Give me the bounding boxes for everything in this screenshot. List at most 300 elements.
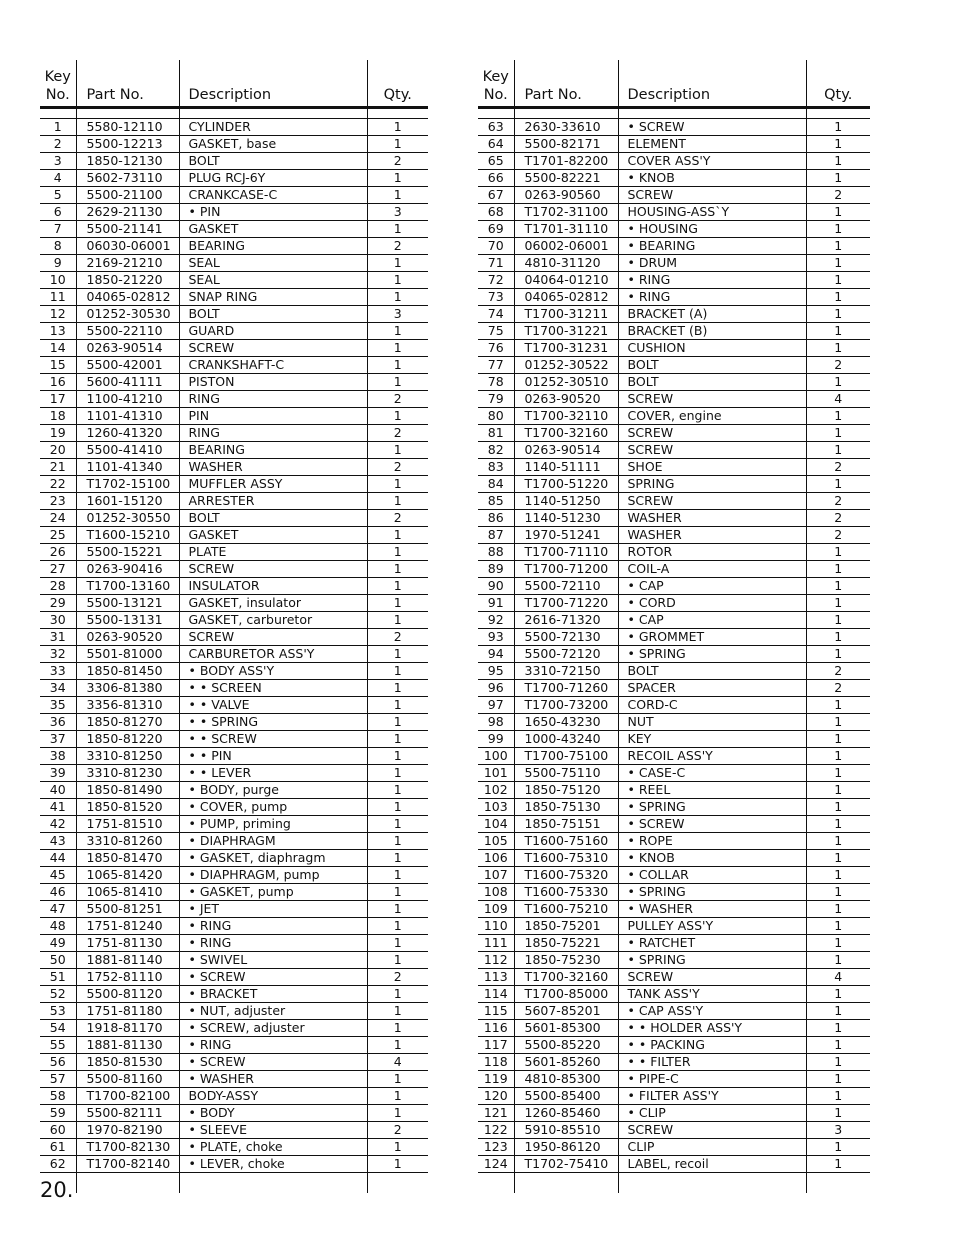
part-no: 2169-21210 (76, 255, 179, 272)
key-no: 39 (40, 765, 76, 782)
table-row (478, 238, 870, 255)
table-row (478, 153, 870, 170)
key-no: 63 (478, 119, 514, 136)
qty: 1 (806, 306, 870, 323)
part-no: 1850-75201 (514, 918, 618, 935)
description: SPACER (618, 680, 806, 697)
key-no: 33 (40, 663, 76, 680)
key-no: 105 (478, 833, 514, 850)
description: • ROPE (618, 833, 806, 850)
key-no: 97 (478, 697, 514, 714)
key-no: 34 (40, 680, 76, 697)
description: COVER ASS'Y (618, 153, 806, 170)
key-no: 59 (40, 1105, 76, 1122)
part-no: 3310-81260 (76, 833, 179, 850)
part-no: T1700-32160 (514, 425, 618, 442)
part-no: T1600-75330 (514, 884, 618, 901)
description: • LEVER, choke (179, 1156, 367, 1173)
part-no: 1751-81240 (76, 918, 179, 935)
part-no: T1700-32160 (514, 969, 618, 986)
description: SCREW (618, 425, 806, 442)
header-part: Part No. (514, 60, 618, 108)
description: SCREW (618, 969, 806, 986)
description: GASKET (179, 221, 367, 238)
description: • BRACKET (179, 986, 367, 1003)
header-qty: Qty. (367, 60, 428, 108)
key-no: 21 (40, 459, 76, 476)
description: HOUSING-ASS`Y (618, 204, 806, 221)
part-no: 3310-72150 (514, 663, 618, 680)
description: • FILTER ASS'Y (618, 1088, 806, 1105)
part-no: 1850-81470 (76, 850, 179, 867)
description: RECOIL ASS'Y (618, 748, 806, 765)
table-row (40, 1071, 428, 1088)
qty: 1 (806, 1139, 870, 1156)
key-no: 80 (478, 408, 514, 425)
qty: 2 (806, 459, 870, 476)
qty: 1 (806, 561, 870, 578)
key-no: 98 (478, 714, 514, 731)
key-no: 77 (478, 357, 514, 374)
qty: 1 (806, 374, 870, 391)
key-no: 93 (478, 629, 514, 646)
table-row (40, 340, 428, 357)
description: PULLEY ASS'Y (618, 918, 806, 935)
key-no: 35 (40, 697, 76, 714)
description: • • FILTER (618, 1054, 806, 1071)
key-no: 64 (478, 136, 514, 153)
qty: 1 (806, 867, 870, 884)
description: • RING (179, 1037, 367, 1054)
description: RING (179, 391, 367, 408)
description: CRANKCASE-C (179, 187, 367, 204)
qty: 2 (367, 510, 428, 527)
description: INSULATOR (179, 578, 367, 595)
key-no: 2 (40, 136, 76, 153)
qty: 1 (367, 1003, 428, 1020)
description: • SPRING (618, 884, 806, 901)
table-row (478, 493, 870, 510)
key-no: 16 (40, 374, 76, 391)
part-no: 1000-43240 (514, 731, 618, 748)
description: • CLIP (618, 1105, 806, 1122)
key-no: 4 (40, 170, 76, 187)
part-no: 5500-85220 (514, 1037, 618, 1054)
key-no: 48 (40, 918, 76, 935)
part-no: 1970-51241 (514, 527, 618, 544)
table-row (478, 612, 870, 629)
key-no: 32 (40, 646, 76, 663)
part-no: T1700-71260 (514, 680, 618, 697)
qty: 2 (367, 459, 428, 476)
key-no: 6 (40, 204, 76, 221)
part-no: 01252-30530 (76, 306, 179, 323)
part-no: 1601-15120 (76, 493, 179, 510)
qty: 1 (806, 238, 870, 255)
table-row (40, 204, 428, 221)
part-no: 1650-43230 (514, 714, 618, 731)
part-no: T1600-75310 (514, 850, 618, 867)
part-no: 5500-21141 (76, 221, 179, 238)
part-no: T1700-71110 (514, 544, 618, 561)
part-no: T1700-51220 (514, 476, 618, 493)
part-no: T1700-82140 (76, 1156, 179, 1173)
description: GASKET, insulator (179, 595, 367, 612)
part-no: 1850-75221 (514, 935, 618, 952)
key-no: 68 (478, 204, 514, 221)
part-no: 1850-75120 (514, 782, 618, 799)
description: • RATCHET (618, 935, 806, 952)
key-no: 81 (478, 425, 514, 442)
table-row (478, 561, 870, 578)
key-no: 117 (478, 1037, 514, 1054)
qty: 1 (367, 986, 428, 1003)
part-no: T1702-15100 (76, 476, 179, 493)
description: • RING (618, 289, 806, 306)
description: • CASE-C (618, 765, 806, 782)
table-row (478, 850, 870, 867)
table-row (40, 799, 428, 816)
qty: 1 (806, 1037, 870, 1054)
part-no: 5500-72130 (514, 629, 618, 646)
table-row (40, 1037, 428, 1054)
description: SCREW (618, 1122, 806, 1139)
part-no: 3306-81380 (76, 680, 179, 697)
description: • GROMMET (618, 629, 806, 646)
description: RING (179, 425, 367, 442)
table-header (40, 60, 428, 108)
key-no: 103 (478, 799, 514, 816)
key-no: 65 (478, 153, 514, 170)
qty: 1 (806, 136, 870, 153)
qty: 1 (806, 1105, 870, 1122)
key-no: 123 (478, 1139, 514, 1156)
description: BEARING (179, 238, 367, 255)
key-no: 18 (40, 408, 76, 425)
table-row (40, 442, 428, 459)
key-no: 62 (40, 1156, 76, 1173)
description: • RING (618, 272, 806, 289)
part-no: 1850-81490 (76, 782, 179, 799)
table-row (40, 323, 428, 340)
part-no: 5500-81120 (76, 986, 179, 1003)
qty: 1 (367, 1156, 428, 1173)
qty: 1 (806, 289, 870, 306)
description: • SCREW (179, 1054, 367, 1071)
key-no: 36 (40, 714, 76, 731)
part-no: 06002-06001 (514, 238, 618, 255)
description: • BODY (179, 1105, 367, 1122)
key-no: 115 (478, 1003, 514, 1020)
table-row (478, 1037, 870, 1054)
part-no: 1850-21220 (76, 272, 179, 289)
part-no: 1850-81520 (76, 799, 179, 816)
table-row (40, 884, 428, 901)
part-no: 1850-81270 (76, 714, 179, 731)
qty: 1 (367, 289, 428, 306)
part-no: T1700-13160 (76, 578, 179, 595)
qty: 4 (806, 391, 870, 408)
table-row (40, 221, 428, 238)
part-no: 1850-75151 (514, 816, 618, 833)
description: ELEMENT (618, 136, 806, 153)
description: SPRING (618, 476, 806, 493)
key-no: 70 (478, 238, 514, 255)
key-no: 69 (478, 221, 514, 238)
qty: 3 (367, 306, 428, 323)
description: • • LEVER (179, 765, 367, 782)
table-row (40, 986, 428, 1003)
part-no: T1600-15210 (76, 527, 179, 544)
key-no: 100 (478, 748, 514, 765)
header-key: Key No. (478, 60, 514, 108)
qty: 1 (806, 731, 870, 748)
key-no: 85 (478, 493, 514, 510)
table-row (478, 357, 870, 374)
part-no: 5500-13121 (76, 595, 179, 612)
part-no: 1918-81170 (76, 1020, 179, 1037)
key-no: 94 (478, 646, 514, 663)
table-row (478, 901, 870, 918)
part-no: 1850-12130 (76, 153, 179, 170)
part-no: 06030-06001 (76, 238, 179, 255)
table-row (40, 255, 428, 272)
table-row (478, 663, 870, 680)
qty: 1 (806, 442, 870, 459)
table-row (478, 374, 870, 391)
qty: 1 (806, 646, 870, 663)
key-no: 44 (40, 850, 76, 867)
key-no: 121 (478, 1105, 514, 1122)
key-no: 37 (40, 731, 76, 748)
qty: 1 (367, 595, 428, 612)
table-row (40, 170, 428, 187)
part-no: 1881-81130 (76, 1037, 179, 1054)
key-no: 14 (40, 340, 76, 357)
qty: 1 (367, 1071, 428, 1088)
key-no: 15 (40, 357, 76, 374)
qty: 2 (367, 629, 428, 646)
part-no: T1600-75160 (514, 833, 618, 850)
description: BRACKET (B) (618, 323, 806, 340)
qty: 1 (367, 1037, 428, 1054)
qty: 1 (367, 935, 428, 952)
qty: 2 (806, 187, 870, 204)
qty: 1 (367, 850, 428, 867)
part-no: 5602-73110 (76, 170, 179, 187)
description: CARBURETOR ASS'Y (179, 646, 367, 663)
key-no: 7 (40, 221, 76, 238)
part-no: 1850-81220 (76, 731, 179, 748)
description: SCREW (618, 442, 806, 459)
key-no: 67 (478, 187, 514, 204)
part-no: 5500-75110 (514, 765, 618, 782)
table-row (40, 1105, 428, 1122)
part-no: 5500-72110 (514, 578, 618, 595)
qty: 1 (367, 544, 428, 561)
part-no: T1700-85000 (514, 986, 618, 1003)
part-no: 5600-41111 (76, 374, 179, 391)
qty: 1 (367, 374, 428, 391)
part-no: 5910-85510 (514, 1122, 618, 1139)
key-no: 79 (478, 391, 514, 408)
table-row (40, 680, 428, 697)
key-no: 90 (478, 578, 514, 595)
qty: 3 (806, 1122, 870, 1139)
table-row (478, 289, 870, 306)
qty: 1 (806, 612, 870, 629)
part-no: 1850-75130 (514, 799, 618, 816)
table-row (478, 425, 870, 442)
part-no: 4810-31120 (514, 255, 618, 272)
table-row (40, 425, 428, 442)
description: SCREW (179, 561, 367, 578)
key-no: 29 (40, 595, 76, 612)
qty: 1 (367, 527, 428, 544)
key-no: 26 (40, 544, 76, 561)
qty: 1 (367, 748, 428, 765)
qty: 1 (806, 918, 870, 935)
description: PISTON (179, 374, 367, 391)
qty: 1 (367, 561, 428, 578)
key-no: 43 (40, 833, 76, 850)
key-no: 104 (478, 816, 514, 833)
key-no: 41 (40, 799, 76, 816)
qty: 2 (806, 680, 870, 697)
description: BOLT (618, 374, 806, 391)
table-row (478, 527, 870, 544)
description: LABEL, recoil (618, 1156, 806, 1173)
part-no: 5607-85201 (514, 1003, 618, 1020)
qty: 1 (367, 697, 428, 714)
table-row (40, 935, 428, 952)
table-row (478, 476, 870, 493)
table-row (478, 204, 870, 221)
part-no: 1140-51230 (514, 510, 618, 527)
description: SCREW (179, 340, 367, 357)
part-no: T1701-82200 (514, 153, 618, 170)
table-row (478, 969, 870, 986)
description: • SCREW (618, 119, 806, 136)
qty: 1 (806, 884, 870, 901)
table-row (40, 782, 428, 799)
description: SCREW (618, 391, 806, 408)
description: CUSHION (618, 340, 806, 357)
part-no: T1700-32110 (514, 408, 618, 425)
table-row (478, 595, 870, 612)
key-no: 27 (40, 561, 76, 578)
description: • BODY, purge (179, 782, 367, 799)
key-no: 17 (40, 391, 76, 408)
table-row (40, 561, 428, 578)
qty: 2 (806, 527, 870, 544)
description: • SCREW, adjuster (179, 1020, 367, 1037)
description: SCREW (618, 493, 806, 510)
table-row (40, 119, 428, 136)
qty: 1 (367, 493, 428, 510)
part-no: 0263-90514 (76, 340, 179, 357)
key-no: 124 (478, 1156, 514, 1173)
table-row (40, 646, 428, 663)
table-row (478, 714, 870, 731)
table-row (40, 1088, 428, 1105)
table-row (40, 1054, 428, 1071)
qty: 1 (367, 663, 428, 680)
table-row (40, 850, 428, 867)
table-row (40, 1122, 428, 1139)
part-no: 5601-85260 (514, 1054, 618, 1071)
description: NUT (618, 714, 806, 731)
table-row (40, 697, 428, 714)
qty: 2 (367, 391, 428, 408)
key-no: 3 (40, 153, 76, 170)
qty: 2 (806, 357, 870, 374)
qty: 1 (367, 323, 428, 340)
description: • COLLAR (618, 867, 806, 884)
part-no: T1700-31221 (514, 323, 618, 340)
qty: 1 (806, 986, 870, 1003)
part-no: 1751-81180 (76, 1003, 179, 1020)
qty: 1 (367, 816, 428, 833)
qty: 1 (367, 187, 428, 204)
table-row (40, 867, 428, 884)
part-no: 5500-81160 (76, 1071, 179, 1088)
qty: 1 (806, 408, 870, 425)
qty: 1 (367, 799, 428, 816)
part-no: 1752-81110 (76, 969, 179, 986)
description: • RING (179, 935, 367, 952)
description: • KNOB (618, 170, 806, 187)
key-no: 118 (478, 1054, 514, 1071)
part-no: T1701-31110 (514, 221, 618, 238)
key-no: 96 (478, 680, 514, 697)
qty: 1 (806, 255, 870, 272)
table-row (40, 1139, 428, 1156)
table-row (40, 612, 428, 629)
part-no: 0263-90520 (76, 629, 179, 646)
table-row (40, 765, 428, 782)
key-no: 66 (478, 170, 514, 187)
part-no: 1065-81410 (76, 884, 179, 901)
qty: 1 (806, 1088, 870, 1105)
table-row (40, 731, 428, 748)
description: • PIPE-C (618, 1071, 806, 1088)
qty: 1 (367, 680, 428, 697)
key-no: 76 (478, 340, 514, 357)
description: • WASHER (179, 1071, 367, 1088)
part-no: 5500-72120 (514, 646, 618, 663)
table-row (478, 731, 870, 748)
qty: 1 (806, 714, 870, 731)
qty: 1 (806, 1003, 870, 1020)
qty: 1 (806, 153, 870, 170)
part-no: 5500-85400 (514, 1088, 618, 1105)
description: PIN (179, 408, 367, 425)
qty: 1 (367, 646, 428, 663)
qty: 1 (367, 476, 428, 493)
part-no: 5500-13131 (76, 612, 179, 629)
part-no: 5500-21100 (76, 187, 179, 204)
qty: 1 (367, 884, 428, 901)
table-row (478, 187, 870, 204)
part-no: 4810-85300 (514, 1071, 618, 1088)
qty: 2 (367, 969, 428, 986)
table-row (478, 221, 870, 238)
qty: 1 (806, 544, 870, 561)
key-no: 5 (40, 187, 76, 204)
part-no: T1700-82130 (76, 1139, 179, 1156)
table-row (478, 323, 870, 340)
